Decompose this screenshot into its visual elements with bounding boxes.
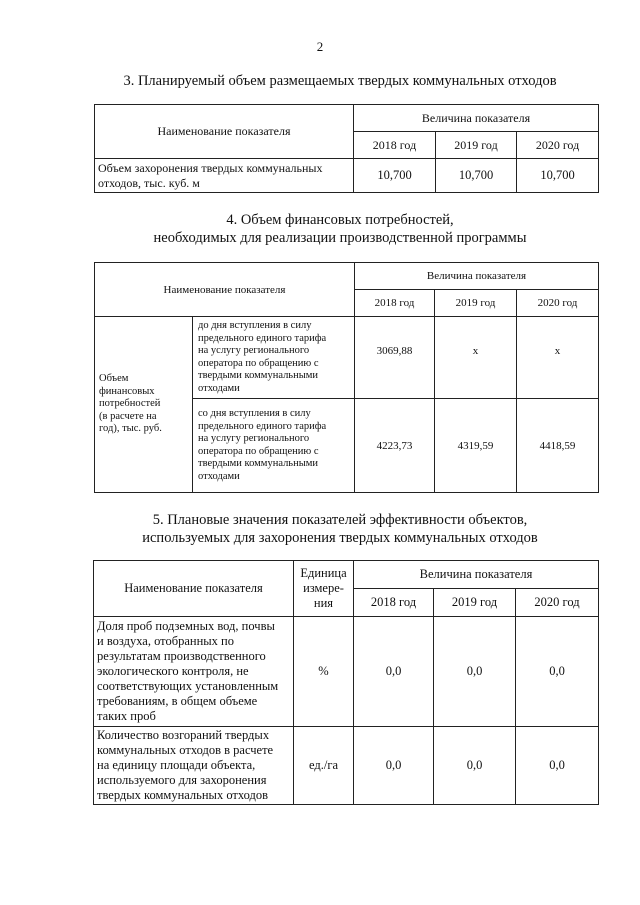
section-3-title: 3. Планируемый объем размещаемых твердых коммунальных отходов: [123, 73, 557, 89]
section-4-title-line2: необходимых для реализации производственной программы: [153, 230, 527, 246]
section-4-title: [60, 211, 620, 247]
table-row: [94, 617, 599, 727]
row-value: 0,0: [434, 617, 516, 727]
section-4-title-line1: 4. Объем финансовых потребностей,: [226, 212, 454, 228]
year-header: 2020 год: [516, 589, 599, 617]
row-value: 0,0: [354, 617, 434, 727]
row-label: со дня вступления в силу предельного единого тарифа на услугу регионального оператора по обращению с твердыми коммунальными отходами: [193, 399, 355, 493]
header-indicator-value: Величина показателя: [354, 561, 599, 589]
group-label: Объем финансовых потребностей (в расчете на год), тыс. руб.: [95, 317, 193, 493]
row-value: 3069,88: [355, 317, 435, 399]
row-value: х: [517, 317, 599, 399]
section-5-title-line2: используемых для захоронения твердых коммунальных отходов: [142, 530, 538, 546]
year-header: 2020 год: [517, 290, 599, 317]
row-label: Доля проб подземных вод, почвы и воздуха, отобранных по результатам производственного экологического контроля, не соответствующих установленным требованиям, в общем объеме таких проб: [94, 617, 294, 727]
table-row: [95, 159, 599, 193]
year-header: 2018 год: [354, 589, 434, 617]
row-value: 0,0: [434, 727, 516, 805]
header-indicator-name: Наименование показателя: [94, 561, 294, 617]
financial-needs-table: [94, 262, 599, 493]
planned-volume-table: [94, 104, 599, 193]
table-row: [94, 727, 599, 805]
year-header: 2018 год: [355, 290, 435, 317]
efficiency-indicators-table: [93, 560, 599, 805]
year-header: 2019 год: [435, 290, 517, 317]
year-header: 2018 год: [354, 132, 436, 159]
header-indicator-name: Наименование показателя: [95, 105, 354, 159]
page-number: 2: [316, 39, 324, 54]
header-indicator-value: Величина показателя: [354, 105, 599, 132]
row-value: 0,0: [516, 617, 599, 727]
row-label: до дня вступления в силу предельного единого тарифа на услугу регионального оператора по обращению с твердыми коммунальными отходами: [193, 317, 355, 399]
row-unit: %: [294, 617, 354, 727]
row-value: 10,700: [436, 159, 517, 193]
row-value: 10,700: [354, 159, 436, 193]
row-value: 0,0: [516, 727, 599, 805]
header-indicator-value: Величина показателя: [355, 263, 599, 290]
row-unit: ед./га: [294, 727, 354, 805]
header-unit: Единица измере- ния: [294, 561, 354, 617]
section-5-title: [60, 511, 620, 547]
row-value: 10,700: [517, 159, 599, 193]
row-value: 4418,59: [517, 399, 599, 493]
row-label: Объем захоронения твердых коммунальных отходов, тыс. куб. м: [95, 159, 354, 193]
header-indicator-name: Наименование показателя: [95, 263, 355, 317]
row-value: х: [435, 317, 517, 399]
year-header: 2020 год: [517, 132, 599, 159]
row-value: 0,0: [354, 727, 434, 805]
section-5-title-line1: 5. Плановые значения показателей эффективности объектов,: [152, 512, 528, 528]
row-value: 4319,59: [435, 399, 517, 493]
year-header: 2019 год: [434, 589, 516, 617]
row-value: 4223,73: [355, 399, 435, 493]
row-label: Количество возгораний твердых коммунальных отходов в расчете на единицу площади объекта, используемого для захоронения твердых коммунальных отходов: [94, 727, 294, 805]
table-row: [95, 317, 599, 399]
year-header: 2019 год: [436, 132, 517, 159]
